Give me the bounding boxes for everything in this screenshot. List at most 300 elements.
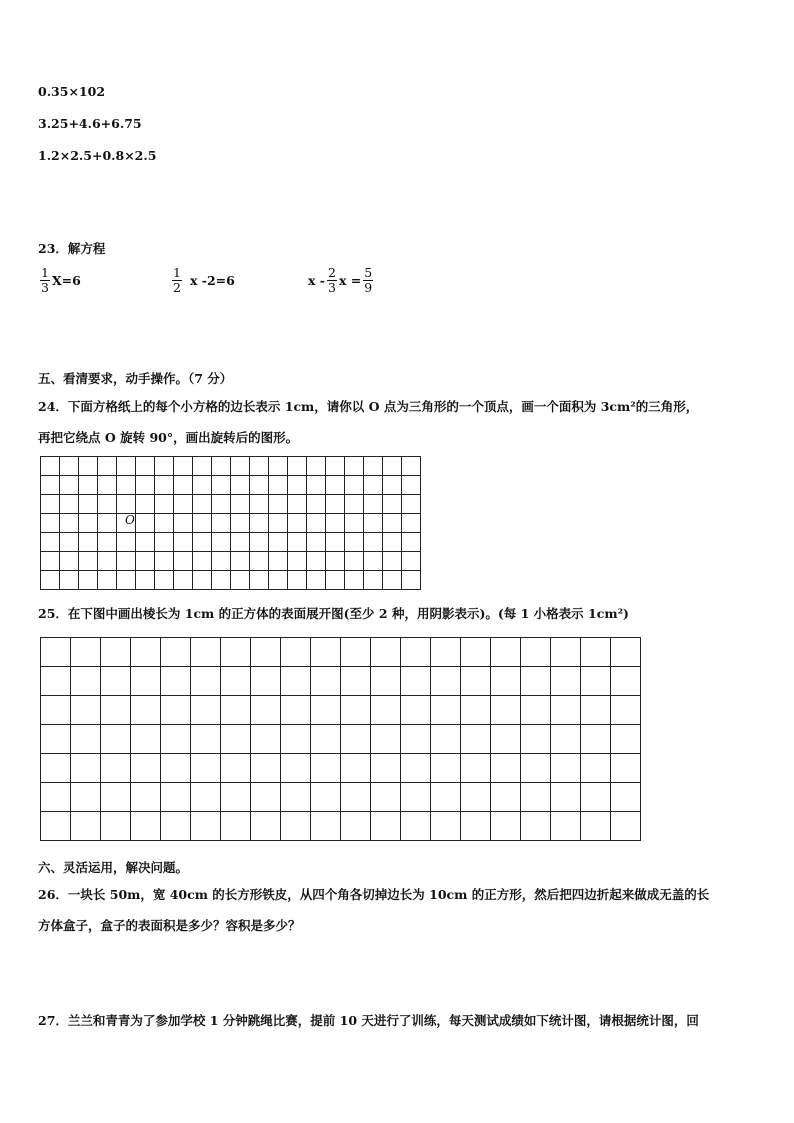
- grid-cell: [521, 696, 551, 725]
- grid-cell: [611, 812, 641, 841]
- grid-cell: [461, 783, 491, 812]
- grid-cell: [155, 495, 174, 514]
- grid-cell: [212, 533, 231, 552]
- grid-cell: [431, 725, 461, 754]
- grid-cell: [71, 725, 101, 754]
- grid-cell: [401, 638, 431, 667]
- grid-cell: [193, 495, 212, 514]
- q25-text: 25．在下图中画出棱长为 1cm 的正方体的表面展开图(至少 2 种，用阴影表示)。(每 1 小格表示 1cm²): [38, 606, 629, 621]
- grid-cell: [611, 696, 641, 725]
- grid-cell: [311, 638, 341, 667]
- grid-cell: [581, 754, 611, 783]
- grid-cell: [251, 812, 281, 841]
- grid-cell: [288, 476, 307, 495]
- grid-cell: [231, 495, 250, 514]
- grid-cell: [71, 812, 101, 841]
- grid-cell: [250, 457, 269, 476]
- grid-cell: [136, 457, 155, 476]
- grid-cell: [98, 476, 117, 495]
- grid-cell: [491, 696, 521, 725]
- grid-cell: [41, 638, 71, 667]
- grid-cell: [341, 725, 371, 754]
- grid-cell: [345, 571, 364, 590]
- grid-cell: [231, 514, 250, 533]
- grid-cell: [521, 812, 551, 841]
- grid-cell: [174, 571, 193, 590]
- grid-cell: [281, 754, 311, 783]
- grid-cell: [221, 812, 251, 841]
- grid-cell: [212, 552, 231, 571]
- grid-cell: [551, 754, 581, 783]
- grid-cell: [551, 725, 581, 754]
- calc-item-1: 0.35×102: [38, 84, 106, 99]
- grid-cell: [231, 552, 250, 571]
- grid-cell: [269, 571, 288, 590]
- numerator: 1: [173, 265, 181, 280]
- grid-cell: [364, 476, 383, 495]
- grid-cell: [79, 571, 98, 590]
- grid-cell: [281, 783, 311, 812]
- grid-cell: [311, 754, 341, 783]
- grid-cell: [491, 754, 521, 783]
- grid-cell: [288, 514, 307, 533]
- grid-cell: [155, 514, 174, 533]
- grid-cell: [221, 754, 251, 783]
- grid-cell: [193, 552, 212, 571]
- grid-cell: [231, 533, 250, 552]
- grid-cell: [136, 476, 155, 495]
- calc-item-2: 3.25+4.6+6.75: [38, 116, 142, 131]
- denominator: 3: [328, 280, 336, 295]
- grid-cell: [251, 754, 281, 783]
- grid-cell: [521, 725, 551, 754]
- grid-cell: [79, 514, 98, 533]
- q26-text-line1: 26．一块长 50m，宽 40cm 的长方形铁皮，从四个角各切掉边长为 10cm 的正方形，然后把四边折起来做成无盖的长: [38, 887, 710, 902]
- grid-cell: [71, 754, 101, 783]
- grid-cell: [281, 725, 311, 754]
- grid-cell: [311, 696, 341, 725]
- grid-cell: [79, 495, 98, 514]
- grid-cell: [212, 571, 231, 590]
- grid-cell: [71, 667, 101, 696]
- grid-cell: [136, 571, 155, 590]
- grid-cell: [311, 667, 341, 696]
- grid-cell: [341, 812, 371, 841]
- grid-cell: [269, 552, 288, 571]
- grid-cell: [131, 638, 161, 667]
- grid-cell: [461, 638, 491, 667]
- grid-cell: [341, 667, 371, 696]
- grid-cell: [231, 571, 250, 590]
- grid-cell: [71, 638, 101, 667]
- q27-text-line1: 27．兰兰和青青为了参加学校 1 分钟跳绳比赛，提前 10 天进行了训练，每天测试成绩如下统计图，请根据统计图，回: [38, 1013, 699, 1028]
- denominator: 3: [41, 280, 49, 295]
- grid-cell: [161, 696, 191, 725]
- fraction: [172, 266, 182, 295]
- grid-cell: [383, 514, 402, 533]
- grid-cell: [221, 638, 251, 667]
- grid-cell: [212, 495, 231, 514]
- grid-cell: [41, 754, 71, 783]
- grid-cell: [402, 533, 421, 552]
- grid-cell: [402, 476, 421, 495]
- grid-cell: [191, 783, 221, 812]
- denominator: 2: [173, 280, 181, 295]
- grid-cell: [281, 667, 311, 696]
- grid-cell: [364, 457, 383, 476]
- grid-cell: [521, 667, 551, 696]
- grid-cell: [193, 571, 212, 590]
- grid-cell: [341, 638, 371, 667]
- grid-cell: [461, 754, 491, 783]
- grid-cell: [60, 552, 79, 571]
- point-o-label: O: [125, 513, 135, 527]
- grid-cell: [101, 725, 131, 754]
- grid-row: [41, 812, 641, 841]
- grid-cell: [117, 476, 136, 495]
- grid-cell: [307, 457, 326, 476]
- grid-cell: [401, 783, 431, 812]
- grid-cell: [383, 476, 402, 495]
- grid-cell: [345, 476, 364, 495]
- numerator: 5: [364, 265, 373, 280]
- grid-cell: [193, 514, 212, 533]
- grid-cell: [581, 783, 611, 812]
- grid-row: [41, 571, 421, 590]
- grid-cell: [371, 638, 401, 667]
- grid-cell: [371, 667, 401, 696]
- numerator: 2: [328, 265, 336, 280]
- grid-cell: [60, 571, 79, 590]
- fraction: [327, 266, 337, 295]
- grid-cell: [212, 514, 231, 533]
- grid-row: [41, 552, 421, 571]
- grid-cell: [221, 725, 251, 754]
- grid-cell: [611, 667, 641, 696]
- grid-cell: [193, 533, 212, 552]
- grid-cell: [41, 495, 60, 514]
- grid-cell: [251, 783, 281, 812]
- denominator: 9: [364, 280, 373, 295]
- grid-cell: [131, 754, 161, 783]
- grid-cell: [269, 514, 288, 533]
- grid-cell: [551, 812, 581, 841]
- grid-cell: [221, 696, 251, 725]
- grid-cell: [101, 783, 131, 812]
- grid-cell: [250, 571, 269, 590]
- grid-cell: [311, 725, 341, 754]
- grid-cell: [383, 533, 402, 552]
- grid-cell: [521, 754, 551, 783]
- grid-cell: [491, 667, 521, 696]
- grid-cell: [364, 533, 383, 552]
- grid-row: [41, 638, 641, 667]
- grid-cell: [60, 533, 79, 552]
- grid-cell: [551, 638, 581, 667]
- grid-cell: [288, 571, 307, 590]
- grid-cell: [307, 533, 326, 552]
- grid-cell: [101, 667, 131, 696]
- grid-cell: [364, 514, 383, 533]
- grid-cell: [307, 495, 326, 514]
- grid-cell: [41, 476, 60, 495]
- grid-cell: [491, 725, 521, 754]
- grid-cell: [551, 783, 581, 812]
- grid-cell: [136, 495, 155, 514]
- grid-cell: [364, 571, 383, 590]
- grid-cell: [98, 495, 117, 514]
- grid-cell: [345, 552, 364, 571]
- grid-cell: [131, 812, 161, 841]
- grid-cell: [402, 571, 421, 590]
- fraction: [40, 266, 50, 295]
- grid-cell: [250, 495, 269, 514]
- grid-cell: [98, 457, 117, 476]
- grid-cell: [98, 552, 117, 571]
- grid-cell: [307, 552, 326, 571]
- equation-1: [38, 266, 81, 295]
- grid-paper-q25: [40, 637, 641, 841]
- grid-cell: [79, 476, 98, 495]
- grid-cell: [326, 476, 345, 495]
- grid-cell: [383, 552, 402, 571]
- grid-cell: [491, 783, 521, 812]
- grid-cell: [250, 533, 269, 552]
- grid-cell: [551, 667, 581, 696]
- grid-cell: [79, 533, 98, 552]
- grid-cell: [71, 696, 101, 725]
- grid-cell: [341, 754, 371, 783]
- grid-cell: [41, 696, 71, 725]
- grid-cell: [136, 514, 155, 533]
- grid-cell: [383, 495, 402, 514]
- grid-cell: [251, 725, 281, 754]
- grid-cell: [326, 495, 345, 514]
- grid-cell: [41, 667, 71, 696]
- calc-item-3: 1.2×2.5+0.8×2.5: [38, 148, 157, 163]
- grid-cell: [371, 725, 401, 754]
- grid-cell: [117, 495, 136, 514]
- grid-cell: [191, 812, 221, 841]
- grid-cell: [461, 696, 491, 725]
- grid-cell: [521, 783, 551, 812]
- grid-cell: [345, 533, 364, 552]
- grid-cell: [611, 725, 641, 754]
- grid-cell: [461, 725, 491, 754]
- section-6-title: 六、灵活运用，解决问题。: [38, 860, 189, 875]
- grid-cell: [250, 514, 269, 533]
- grid-cell: [250, 552, 269, 571]
- grid-cell: [581, 696, 611, 725]
- grid-cell: [155, 476, 174, 495]
- grid-cell: [402, 552, 421, 571]
- grid-cell: [326, 514, 345, 533]
- grid-cell: [281, 812, 311, 841]
- grid-cell: [431, 696, 461, 725]
- grid-cell: [431, 638, 461, 667]
- grid-cell: [461, 667, 491, 696]
- grid-cell: [131, 696, 161, 725]
- grid-cell: [341, 783, 371, 812]
- grid-cell: [221, 783, 251, 812]
- grid-cell: [431, 783, 461, 812]
- grid-cell: [101, 754, 131, 783]
- grid-cell: [155, 457, 174, 476]
- grid-cell: [345, 457, 364, 476]
- grid-row: [41, 495, 421, 514]
- grid-cell: [41, 552, 60, 571]
- grid-cell: [250, 476, 269, 495]
- grid-cell: [307, 571, 326, 590]
- grid-cell: [251, 667, 281, 696]
- grid-cell: [221, 667, 251, 696]
- grid-cell: [281, 638, 311, 667]
- grid-cell: [174, 514, 193, 533]
- grid-cell: [611, 638, 641, 667]
- grid-cell: [60, 457, 79, 476]
- grid-cell: [288, 495, 307, 514]
- grid-cell: [311, 783, 341, 812]
- grid-cell: [174, 495, 193, 514]
- grid-cell: [383, 457, 402, 476]
- grid-cell: [581, 725, 611, 754]
- grid-cell: [341, 696, 371, 725]
- grid-row: [41, 667, 641, 696]
- grid-cell: [191, 696, 221, 725]
- grid-cell: [371, 754, 401, 783]
- grid-cell: [79, 552, 98, 571]
- grid-cell: [161, 783, 191, 812]
- grid-cell: [288, 552, 307, 571]
- grid-cell: [117, 457, 136, 476]
- grid-cell: [193, 476, 212, 495]
- grid-cell: [155, 552, 174, 571]
- grid-row: [41, 533, 421, 552]
- grid-cell: [41, 783, 71, 812]
- grid-cell: [101, 638, 131, 667]
- grid-cell: [611, 783, 641, 812]
- grid-cell: [41, 457, 60, 476]
- grid-cell: [251, 696, 281, 725]
- grid-cell: [371, 696, 401, 725]
- grid-cell: [401, 667, 431, 696]
- grid-cell: [161, 638, 191, 667]
- grid-paper-q24: [40, 456, 421, 590]
- grid-cell: [101, 696, 131, 725]
- equation-rest: x -2=6: [189, 273, 235, 288]
- equation-middle: x =: [338, 273, 362, 288]
- grid-cell: [431, 754, 461, 783]
- grid-cell: [269, 476, 288, 495]
- section-5-title: 五、看清要求，动手操作。（7 分）: [38, 371, 233, 386]
- grid-cell: [191, 725, 221, 754]
- grid-row: [41, 457, 421, 476]
- grid-cell: [307, 514, 326, 533]
- grid-cell: [191, 754, 221, 783]
- grid-cell: [41, 514, 60, 533]
- grid-cell: [98, 571, 117, 590]
- grid-cell: [401, 696, 431, 725]
- grid-cell: [371, 783, 401, 812]
- grid-cell: [402, 457, 421, 476]
- grid-cell: [383, 571, 402, 590]
- grid-cell: [117, 533, 136, 552]
- grid-cell: [551, 696, 581, 725]
- grid-cell: [131, 725, 161, 754]
- grid-cell: [117, 552, 136, 571]
- grid-cell: [431, 667, 461, 696]
- grid-row: [41, 725, 641, 754]
- grid-cell: [136, 552, 155, 571]
- grid-cell: [41, 725, 71, 754]
- grid-cell: [155, 571, 174, 590]
- equation-3: [308, 266, 375, 295]
- grid-cell: [269, 457, 288, 476]
- grid-cell: [326, 571, 345, 590]
- q26-text-line2: 方体盒子，盒子的表面积是多少？容积是多少？: [38, 918, 301, 933]
- grid-row: [41, 476, 421, 495]
- grid-cell: [326, 552, 345, 571]
- grid-cell: [41, 812, 71, 841]
- grid-cell: [131, 783, 161, 812]
- grid-cell: [131, 667, 161, 696]
- grid-cell: [581, 812, 611, 841]
- grid-cell: [326, 533, 345, 552]
- grid-cell: [60, 476, 79, 495]
- grid-cell: [364, 495, 383, 514]
- grid-cell: [71, 783, 101, 812]
- grid-cell: [401, 754, 431, 783]
- grid-cell: [60, 495, 79, 514]
- grid-cell: [60, 514, 79, 533]
- grid-cell: [155, 533, 174, 552]
- grid-cell: [281, 696, 311, 725]
- grid-cell: [269, 533, 288, 552]
- grid-cell: [611, 754, 641, 783]
- grid-cell: [401, 725, 431, 754]
- grid-cell: [174, 533, 193, 552]
- grid-row: [41, 696, 641, 725]
- grid-cell: [345, 495, 364, 514]
- grid-cell: [41, 571, 60, 590]
- q23-title: 23．解方程: [38, 241, 106, 256]
- grid-cell: [269, 495, 288, 514]
- grid-cell: [431, 812, 461, 841]
- grid-cell: [231, 457, 250, 476]
- grid-cell: [212, 457, 231, 476]
- grid-cell: [79, 457, 98, 476]
- grid-cell: [98, 533, 117, 552]
- equation-prefix: x -: [308, 273, 325, 288]
- q24-text-line1: 24．下面方格纸上的每个小方格的边长表示 1cm，请你以 O 点为三角形的一个顶点，画一个面积为 3cm²的三角形，: [38, 399, 699, 414]
- grid-cell: [161, 812, 191, 841]
- grid-cell: [461, 812, 491, 841]
- grid-cell: [326, 457, 345, 476]
- grid-cell: [136, 533, 155, 552]
- grid-cell: [491, 812, 521, 841]
- grid-cell: [491, 638, 521, 667]
- grid-cell: [364, 552, 383, 571]
- grid-cell: [402, 495, 421, 514]
- grid-cell: [311, 812, 341, 841]
- grid-cell: [581, 638, 611, 667]
- grid-cell: [371, 812, 401, 841]
- grid-cell: [161, 725, 191, 754]
- grid-cell: [402, 514, 421, 533]
- grid-cell: [401, 812, 431, 841]
- fraction: [363, 266, 373, 295]
- grid-cell: [174, 552, 193, 571]
